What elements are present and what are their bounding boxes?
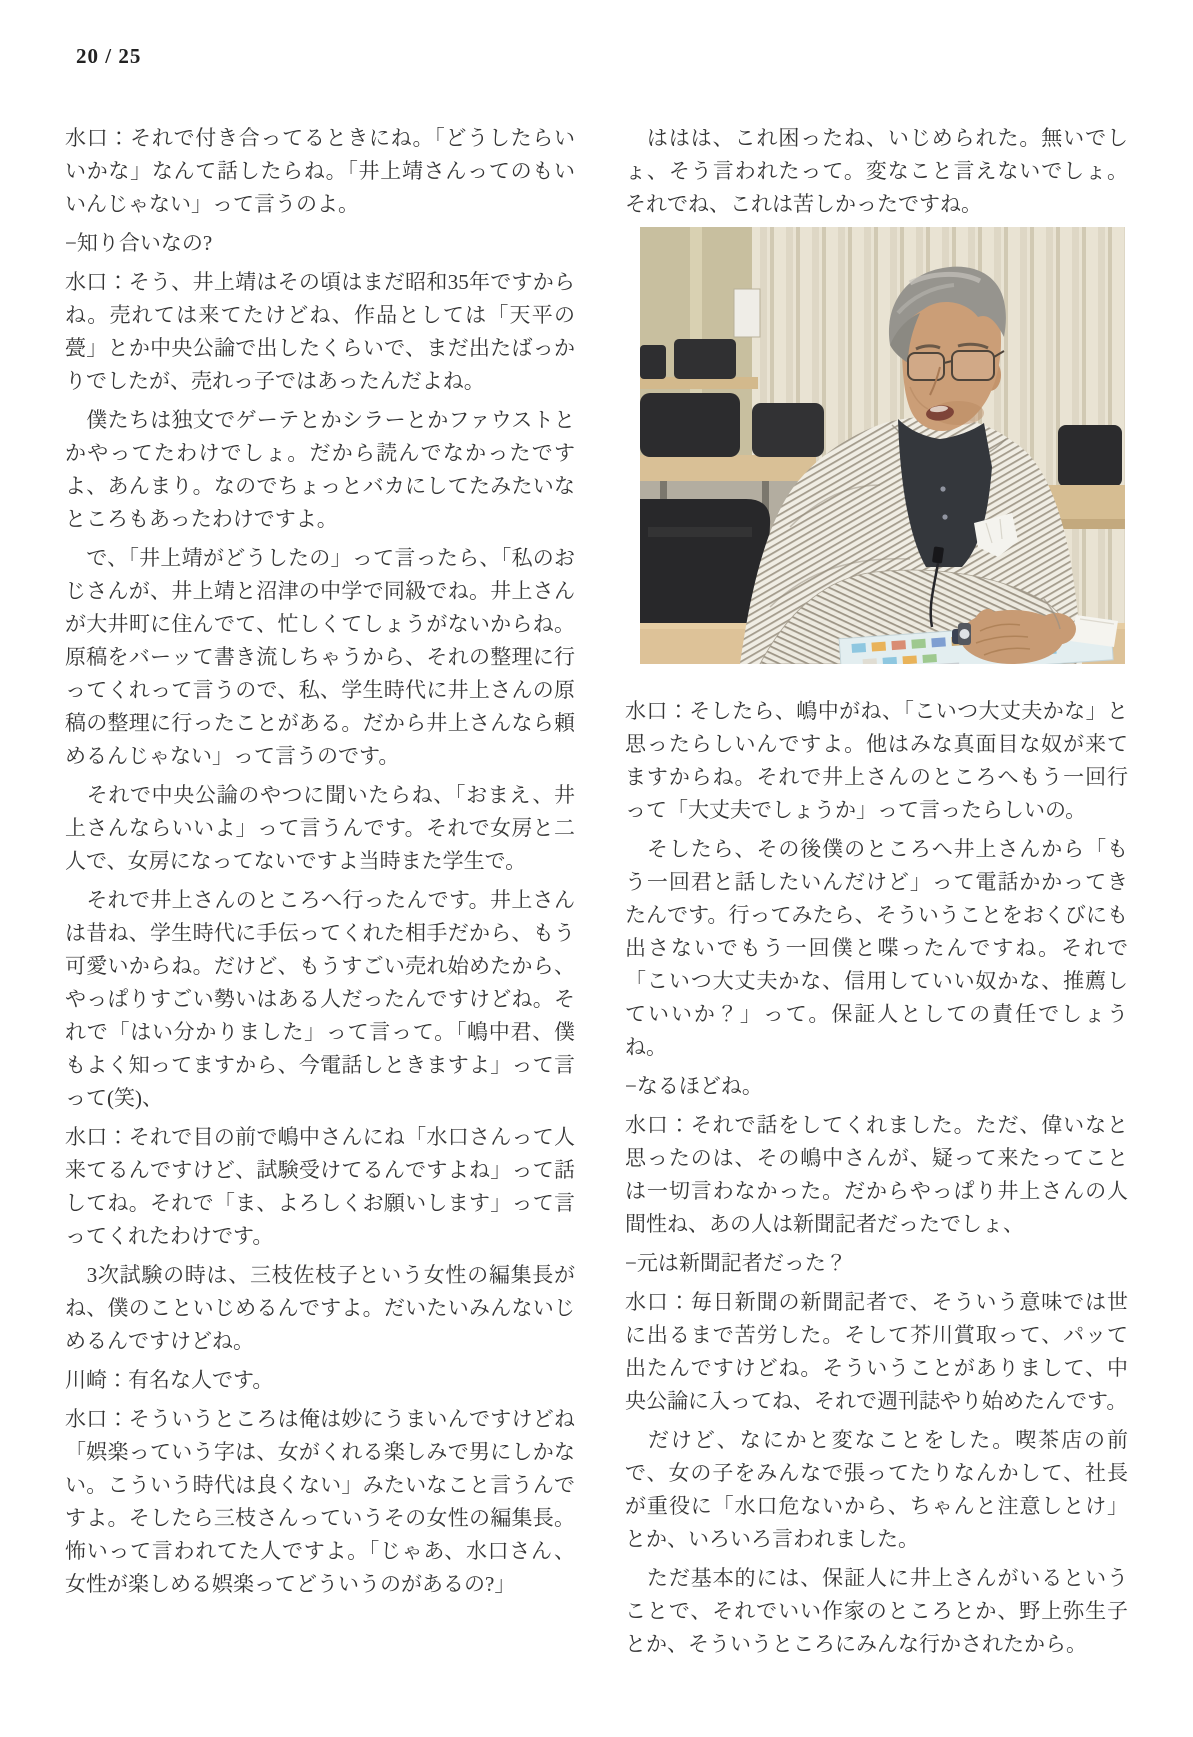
paragraph: ただ基本的には、保証人に井上さんがいるということで、それでいい作家のところとか、野上弥生子とか、そういうところにみんな行かされたから。	[625, 1566, 1128, 1656]
paragraph: 僕たちは独文でゲーテとかシラーとかファウストとかやってたわけでしょ。だから読んでなかったですよ、あんまり。なのでちょっとバカにしてたみたいなところもあったわけですよ。	[65, 408, 575, 531]
paragraph: −元は新聞記者だった？	[625, 1251, 847, 1275]
interview-photo-illustration	[640, 227, 1125, 664]
paragraph: −なるほどね。	[625, 1074, 763, 1098]
paragraph: 水口：それで付き合ってるときにね。「どうしたらいいかな」なんて話したらね。「井上靖さんってのもいいんじゃない」って言うのよ。	[65, 126, 575, 216]
right-column-bottom	[625, 695, 1128, 1661]
paragraph: それで中央公論のやつに聞いたらね、「おまえ、井上さんならいいよ」って言うんです。それで女房と二人で、女房になってないですよ当時また学生で。	[65, 783, 575, 873]
paragraph: で、「井上靖がどうしたの」って言ったら、「私のおじさんが、井上靖と沼津の中学で同級でね。井上さんが大井町に住んでて、忙しくてしょうがないからね。原稿をバーッて書き流しちゃうから、それの整理に行ってくれって言うので、私、学生時代に井上さんの原稿の整理に行ったことがある。だから井上さんなら頼めるんじゃない」って言うのです。	[65, 546, 575, 768]
paragraph: 川崎：有名な人です。	[65, 1368, 274, 1392]
paragraph: そしたら、その後僕のところへ井上さんから「もう一回君と話したいんだけど」って電話かかってきたんです。行ってみたら、そういうことをおくびにも出さないでもう一回僕と喋ったんですね。それで「こいつ大丈夫かな、信用していい奴かな、推薦していいか？」って。保証人としての責任でしょうね。	[625, 837, 1128, 1059]
paragraph: ははは、これ困ったね、いじめられた。無いでしょ、そう言われたって。変なこと言えないでしょ。それでね、これは苦しかったですね。	[625, 126, 1128, 216]
right-column	[625, 122, 1128, 1667]
paragraph: 水口：そう、井上靖はその頃はまだ昭和35年ですからね。売れては来てたけどね、作品としては「天平の甍」とか中央公論で出したくらいで、まだ出たばっかりでしたが、売れっ子ではあったんだよね。	[65, 270, 575, 393]
paragraph: 水口：それで話をしてくれました。ただ、偉いなと思ったのは、その嶋中さんが、疑って来たってことは一切言わなかった。だからやっぱり井上さんの人間性ね、あの人は新聞記者だったでしょ、	[625, 1113, 1128, 1236]
interview-photo	[640, 227, 1125, 664]
paragraph: だけど、なにかと変なことをした。喫茶店の前で、女の子をみんなで張ってたりなんかして、社長が重役に「水口危ないから、ちゃんと注意しとけ」とか、いろいろ言われました。	[625, 1428, 1128, 1551]
paragraph: 水口：それで目の前で嶋中さんにね「水口さんって人来てるんですけど、試験受けてるんですよね」って話してね。それで「ま、よろしくお願いします」って言ってくれたわけです。	[65, 1125, 575, 1248]
paragraph: −知り合いなの?	[65, 231, 213, 255]
page-number: 20 / 25	[76, 44, 142, 68]
right-column-top	[625, 122, 1128, 221]
paragraph: それで井上さんのところへ行ったんです。井上さんは昔ね、学生時代に手伝ってくれた相手だから、もう可愛いからね。だけど、もうすごい売れ始めたから、やっぱりすごい勢いはある人だったんですけどね。それで「はい分かりました」って言って。「嶋中君、僕もよく知ってますから、今電話しときますよ」って言って(笑)、	[65, 888, 575, 1110]
paragraph: 水口：毎日新聞の新聞記者で、そういう意味では世に出るまで苦労した。そして芥川賞取って、パッて出たんですけどね。そういうことがありまして、中央公論に入ってね、それで週刊誌やり始めたんです。	[625, 1290, 1128, 1413]
paragraph: 水口：そしたら、嶋中がね、「こいつ大丈夫かな」と思ったらしいんですよ。他はみな真面目な奴が来てますからね。それで井上さんのところへもう一回行って「大丈夫でしょうか」って言ったらしいの。	[625, 699, 1128, 822]
paragraph: 水口：そういうところは俺は妙にうまいんですけどね「娯楽っていう字は、女がくれる楽しみで男にしかない。こういう時代は良くない」みたいなこと言うんですよ。そしたら三枝さんっていうその女性の編集長。怖いって言われてた人ですよ。「じゃあ、水口さん、女性が楽しめる娯楽ってどういうのがあるの?」	[65, 1407, 575, 1596]
paragraph: 3次試験の時は、三枝佐枝子という女性の編集長がね、僕のこといじめるんですよ。だいたいみんないじめるんですけどね。	[65, 1263, 575, 1353]
left-column	[65, 122, 575, 1607]
